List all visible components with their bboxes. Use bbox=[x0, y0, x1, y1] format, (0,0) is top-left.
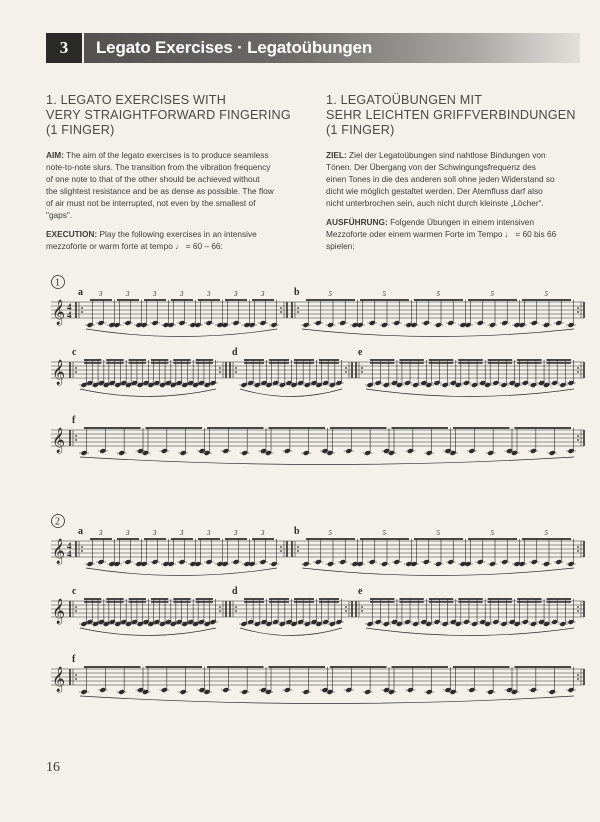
part-label: c bbox=[72, 586, 77, 597]
repeat-dot bbox=[75, 610, 77, 612]
part-label: e bbox=[358, 347, 363, 358]
ausfuehrung-text: Mezzoforte oder einem warmen Forte im Tempo ♩ = 60 bis 66 bbox=[326, 229, 557, 239]
repeat-dot bbox=[577, 606, 579, 608]
slur bbox=[366, 628, 574, 636]
ziel-text: Tönen. Der Übergang von der Schwingungsfrequenz des bbox=[326, 162, 536, 172]
repeat-dot bbox=[361, 610, 363, 612]
treble-clef: 𝄞 bbox=[52, 427, 66, 452]
slur bbox=[86, 329, 277, 337]
slur bbox=[80, 389, 216, 397]
ziel-label: ZIEL: bbox=[326, 150, 347, 160]
repeat-dot bbox=[577, 678, 579, 680]
repeat-dot bbox=[577, 674, 579, 676]
repeat-dot bbox=[361, 606, 363, 608]
repeat-dot bbox=[81, 307, 83, 309]
aim-text: the slightest resistance and be as dense as possible. The flow bbox=[46, 186, 274, 196]
repeat-dot bbox=[577, 307, 579, 309]
tuplet-number: 5 bbox=[490, 529, 494, 537]
tuplet-number: 5 bbox=[490, 290, 494, 298]
tuplet-number: 3 bbox=[126, 290, 130, 298]
tuplet-number: 3 bbox=[126, 529, 130, 537]
english-heading-line: (1 FINGER) bbox=[46, 123, 115, 137]
repeat-dot bbox=[219, 367, 221, 369]
repeat-dot bbox=[235, 367, 237, 369]
tuplet-number: 3 bbox=[261, 290, 265, 298]
exercise-number: 2 bbox=[55, 516, 60, 528]
ausfuehrung-text: Folgende Übungen in einem intensiven bbox=[387, 217, 534, 227]
ziel-text: dicht wie möglich gestaltet werden. Der Atemfluss darf also bbox=[326, 186, 543, 196]
execution-label: EXECUTION: bbox=[46, 229, 98, 239]
aim-text: of one note to that of the other should be achieved without bbox=[46, 174, 260, 184]
execution-text: Play the following exercises in an intensive bbox=[97, 229, 257, 239]
tuplet-number: 3 bbox=[180, 529, 184, 537]
repeat-dot bbox=[577, 546, 579, 548]
part-label: d bbox=[232, 586, 238, 597]
part-label: d bbox=[232, 347, 238, 358]
part-label: f bbox=[72, 415, 76, 426]
tuplet-number: 3 bbox=[234, 529, 238, 537]
german-heading-line: (1 FINGER) bbox=[326, 123, 395, 137]
repeat-dot bbox=[75, 371, 77, 373]
chapter-title: Legato Exercises · Legatoübungen bbox=[96, 38, 373, 57]
repeat-dot bbox=[577, 550, 579, 552]
ziel-text: Ziel der Legatoübungen sind nahtlose Bindungen von bbox=[346, 150, 546, 160]
tuplet-number: 5 bbox=[328, 529, 332, 537]
tuplet-number: 3 bbox=[234, 290, 238, 298]
ausfuehrung-label: AUSFÜHRUNG: bbox=[326, 217, 388, 227]
tuplet-number: 5 bbox=[328, 290, 332, 298]
exercise-number: 1 bbox=[55, 277, 60, 289]
slur bbox=[80, 628, 216, 636]
tuplet-number: 3 bbox=[99, 290, 103, 298]
part-label: f bbox=[72, 654, 76, 665]
tuplet-number: 3 bbox=[261, 529, 265, 537]
repeat-dot bbox=[235, 606, 237, 608]
repeat-dot bbox=[280, 311, 282, 313]
tuplet-number: 3 bbox=[180, 290, 184, 298]
repeat-dot bbox=[577, 610, 579, 612]
repeat-dot bbox=[219, 610, 221, 612]
german-heading-line: 1. LEGATOÜBUNGEN MIT bbox=[326, 93, 483, 107]
tuplet-number: 3 bbox=[153, 529, 157, 537]
aim-text: of air must not be interrupted, not even by the smallest of bbox=[46, 198, 256, 208]
repeat-dot bbox=[577, 439, 579, 441]
slur bbox=[240, 628, 342, 636]
repeat-dot bbox=[577, 311, 579, 313]
tuplet-number: 3 bbox=[207, 529, 211, 537]
part-label: a bbox=[78, 526, 83, 537]
repeat-dot bbox=[345, 367, 347, 369]
time-signature-numerator: 4 bbox=[67, 541, 72, 551]
tuplet-number: 5 bbox=[544, 290, 548, 298]
repeat-dot bbox=[297, 307, 299, 309]
english-heading-line: 1. LEGATO EXERCISES WITH bbox=[46, 93, 226, 107]
ausfuehrung-text: spielen: bbox=[326, 241, 355, 251]
tuplet-number: 3 bbox=[207, 290, 211, 298]
repeat-dot bbox=[235, 371, 237, 373]
aim-text: "gaps". bbox=[46, 210, 73, 220]
tuplet-number: 5 bbox=[382, 529, 386, 537]
tuplet-number: 5 bbox=[436, 529, 440, 537]
part-label: b bbox=[294, 287, 300, 298]
tuplet-number: 5 bbox=[382, 290, 386, 298]
repeat-dot bbox=[81, 550, 83, 552]
repeat-dot bbox=[75, 435, 77, 437]
part-label: b bbox=[294, 526, 300, 537]
repeat-dot bbox=[361, 371, 363, 373]
slur bbox=[302, 568, 574, 576]
chapter-number: 3 bbox=[46, 33, 84, 63]
ziel-text: nicht unterbrochen sein, auch nicht durch kleinste „Löcher“. bbox=[326, 198, 544, 208]
slur bbox=[366, 389, 574, 397]
repeat-dot bbox=[280, 307, 282, 309]
repeat-dot bbox=[345, 606, 347, 608]
aim-text: The aim of the legato exercises is to produce seamless bbox=[63, 150, 269, 160]
repeat-dot bbox=[75, 606, 77, 608]
repeat-dot bbox=[280, 546, 282, 548]
aim-text: note-to-note slurs. The transition from the vibration frequency bbox=[46, 162, 271, 172]
tuplet-number: 5 bbox=[544, 529, 548, 537]
repeat-dot bbox=[75, 439, 77, 441]
repeat-dot bbox=[81, 311, 83, 313]
ziel-text: einen Tones in die des anderen soll ohne jeden Widerstand so bbox=[326, 174, 555, 184]
treble-clef: 𝄞 bbox=[52, 598, 66, 623]
time-signature-numerator: 4 bbox=[67, 302, 72, 312]
repeat-dot bbox=[75, 678, 77, 680]
repeat-dot bbox=[345, 371, 347, 373]
german-heading-line: SEHR LEICHTEN GRIFFVERBINDUNGEN bbox=[326, 108, 576, 122]
slur bbox=[86, 568, 277, 576]
repeat-dot bbox=[297, 550, 299, 552]
execution-text: mezzoforte or warm forte at tempo ♩ = 60 – 66: bbox=[46, 241, 223, 251]
repeat-dot bbox=[577, 435, 579, 437]
repeat-dot bbox=[75, 367, 77, 369]
part-label: a bbox=[78, 287, 83, 298]
slur bbox=[80, 457, 574, 465]
slur bbox=[240, 389, 342, 397]
repeat-dot bbox=[81, 546, 83, 548]
repeat-dot bbox=[235, 610, 237, 612]
repeat-dot bbox=[219, 371, 221, 373]
treble-clef: 𝄞 bbox=[52, 666, 66, 691]
part-label: e bbox=[358, 586, 363, 597]
aim-label: AIM: bbox=[46, 150, 64, 160]
repeat-dot bbox=[297, 546, 299, 548]
time-signature-denominator: 4 bbox=[67, 310, 72, 320]
tuplet-number: 3 bbox=[99, 529, 103, 537]
english-heading-line: VERY STRAIGHTFORWARD FINGERING bbox=[46, 108, 291, 122]
repeat-dot bbox=[75, 674, 77, 676]
slur bbox=[302, 329, 574, 337]
part-label: c bbox=[72, 347, 77, 358]
treble-clef: 𝄞 bbox=[52, 359, 66, 384]
tuplet-number: 5 bbox=[436, 290, 440, 298]
repeat-dot bbox=[280, 550, 282, 552]
repeat-dot bbox=[345, 610, 347, 612]
repeat-dot bbox=[219, 606, 221, 608]
treble-clef: 𝄞 bbox=[52, 538, 66, 563]
repeat-dot bbox=[577, 367, 579, 369]
tuplet-number: 3 bbox=[153, 290, 157, 298]
repeat-dot bbox=[297, 311, 299, 313]
time-signature-denominator: 4 bbox=[67, 549, 72, 559]
treble-clef: 𝄞 bbox=[52, 299, 66, 324]
repeat-dot bbox=[577, 371, 579, 373]
slur bbox=[80, 696, 574, 704]
repeat-dot bbox=[361, 367, 363, 369]
page-number: 16 bbox=[46, 760, 60, 775]
